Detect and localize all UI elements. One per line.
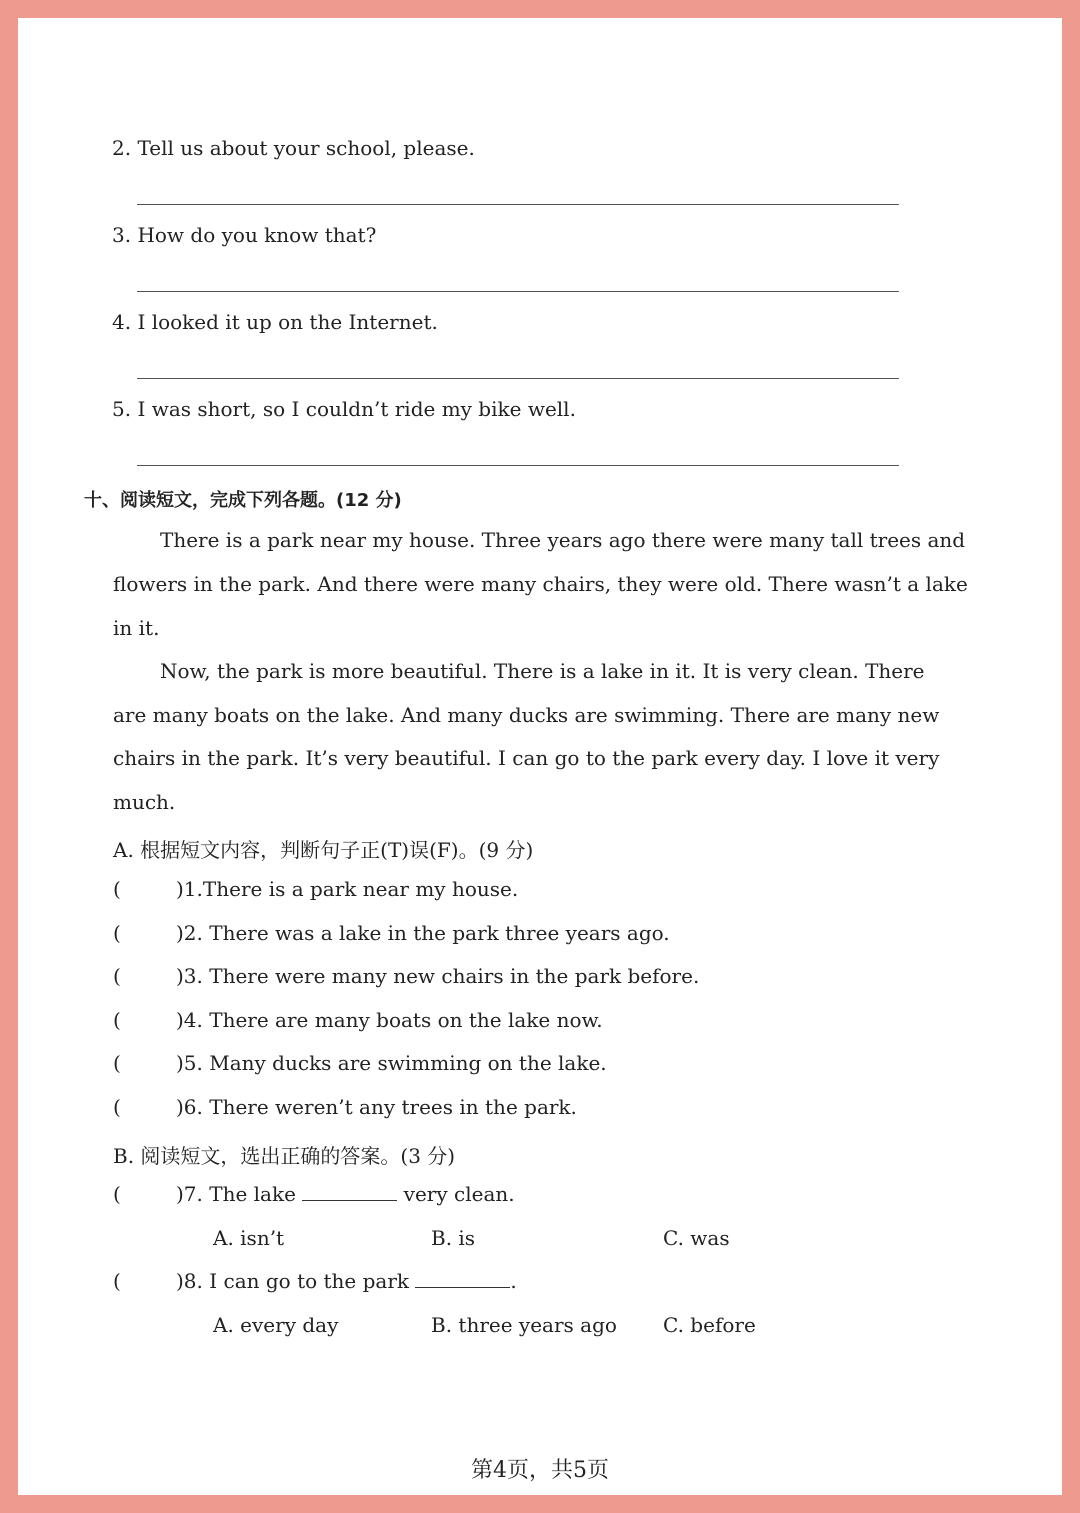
question-4: 4. I looked it up on the Internet. bbox=[112, 310, 438, 334]
tf-paren-3[interactable]: ( bbox=[113, 964, 121, 988]
mc-question-7 bbox=[176, 1182, 515, 1206]
partB-title: B. 阅读短文，选出正确的答案。(3 分) bbox=[113, 1144, 456, 1168]
partA-title: A. 根据短文内容，判断句子正(T)误(F)。(9 分) bbox=[113, 838, 534, 862]
mc-blank-7[interactable] bbox=[302, 1182, 397, 1201]
question-3: 3. How do you know that? bbox=[112, 223, 377, 247]
tf-paren-4[interactable]: ( bbox=[113, 1008, 121, 1032]
mc-blank-8[interactable] bbox=[415, 1269, 510, 1288]
q8-option-b[interactable]: B. three years ago bbox=[431, 1313, 617, 1337]
mc-question-8-text: )8. I can go to the park bbox=[176, 1269, 410, 1293]
passage-p1-line1: There is a park near my house. Three years ago there were many tall trees and bbox=[160, 528, 966, 552]
tf-paren-1[interactable]: ( bbox=[113, 877, 121, 901]
mc-paren-8[interactable]: ( bbox=[113, 1269, 121, 1293]
tf-item-2: )2. There was a lake in the park three years ago. bbox=[176, 921, 670, 945]
answer-line-5[interactable] bbox=[137, 465, 899, 466]
mc-question-8 bbox=[176, 1269, 517, 1293]
q8-option-a[interactable]: A. every day bbox=[213, 1313, 339, 1337]
mc-question-7-text: )7. The lake bbox=[176, 1182, 296, 1206]
answer-line-2[interactable] bbox=[137, 204, 899, 205]
tf-item-4: )4. There are many boats on the lake now. bbox=[176, 1008, 603, 1032]
passage-p1-line3: in it. bbox=[113, 616, 160, 640]
q7-option-c[interactable]: C. was bbox=[663, 1226, 730, 1250]
mc-question-8-after: . bbox=[510, 1269, 517, 1293]
tf-item-6: )6. There weren’t any trees in the park. bbox=[176, 1095, 577, 1119]
answer-line-3[interactable] bbox=[137, 291, 899, 292]
tf-item-3: )3. There were many new chairs in the park before. bbox=[176, 964, 700, 988]
passage-p2-line4: much. bbox=[113, 790, 176, 814]
question-2: 2. Tell us about your school, please. bbox=[112, 136, 475, 160]
q7-option-a[interactable]: A. isn’t bbox=[213, 1226, 285, 1250]
passage-p2-line3: chairs in the park. It’s very beautiful. I can go to the park every day. I love it very bbox=[113, 746, 940, 770]
passage-p2-line2: are many boats on the lake. And many ducks are swimming. There are many new bbox=[113, 703, 940, 727]
page-footer: 第4页，共5页 bbox=[471, 1458, 609, 1483]
q8-option-c[interactable]: C. before bbox=[663, 1313, 756, 1337]
mc-paren-7[interactable]: ( bbox=[113, 1182, 121, 1206]
answer-line-4[interactable] bbox=[137, 378, 899, 379]
passage-p2-line1: Now, the park is more beautiful. There is a lake in it. It is very clean. There bbox=[160, 659, 925, 683]
tf-item-5: )5. Many ducks are swimming on the lake. bbox=[176, 1051, 607, 1075]
mc-question-7-after: very clean. bbox=[403, 1182, 515, 1206]
tf-item-1: )1.There is a park near my house. bbox=[176, 877, 519, 901]
section-title: 十、阅读短文，完成下列各题。(12 分) bbox=[84, 490, 402, 511]
q7-option-b[interactable]: B. is bbox=[431, 1226, 476, 1250]
passage-p1-line2: flowers in the park. And there were many chairs, they were old. There wasn’t a lake bbox=[113, 572, 968, 596]
tf-paren-2[interactable]: ( bbox=[113, 921, 121, 945]
tf-paren-6[interactable]: ( bbox=[113, 1095, 121, 1119]
tf-paren-5[interactable]: ( bbox=[113, 1051, 121, 1075]
question-5: 5. I was short, so I couldn’t ride my bike well. bbox=[112, 397, 576, 421]
